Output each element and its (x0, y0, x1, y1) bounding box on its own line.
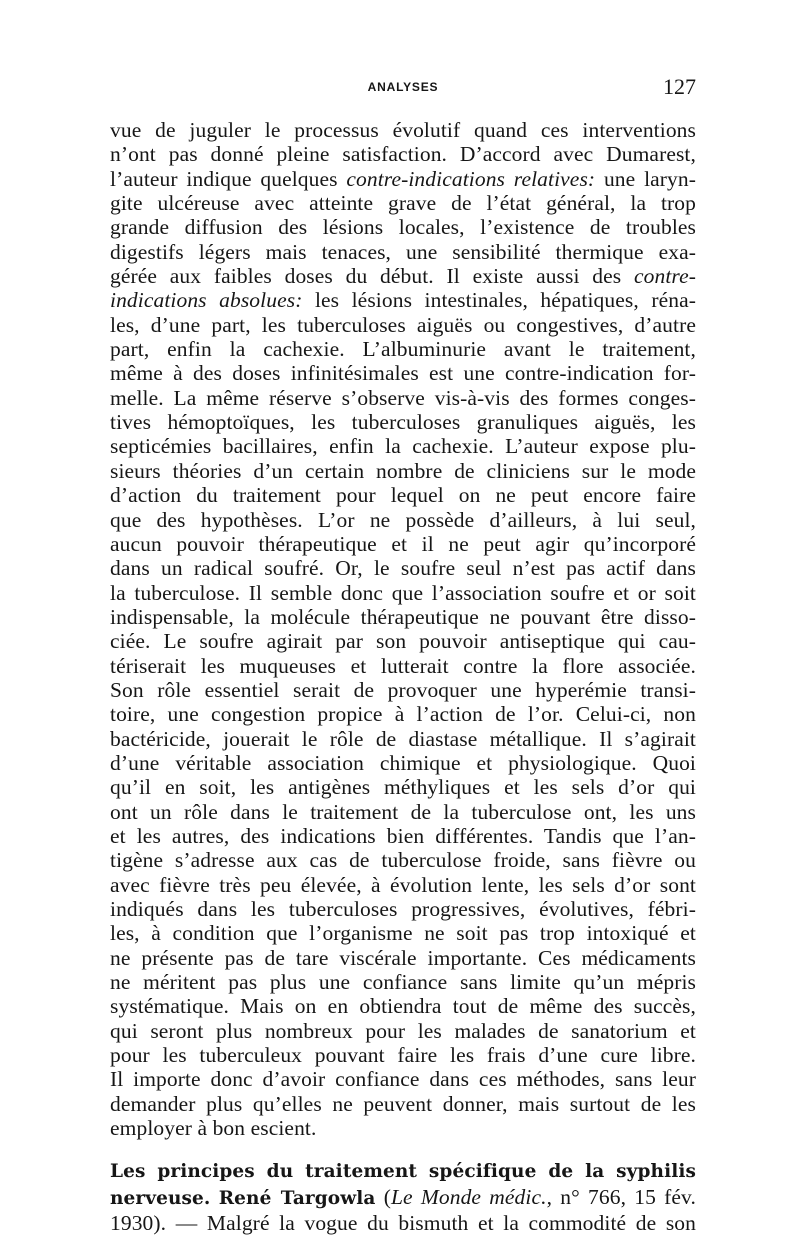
text-line: toire, une congestion propice à l’action de l’or. Celui-ci, non (110, 702, 696, 727)
italic-term: contre-indications relatives: (346, 166, 596, 191)
body-text (110, 118, 696, 1235)
text-line: systématique. Mais on en obtiendra tout de même des succès, (110, 994, 696, 1019)
text-line: Il importe donc d’avoir confiance dans ces méthodes, sans leur (110, 1067, 696, 1092)
text-line: tigène s’adresse aux cas de tuberculose froide, sans fièvre ou (110, 848, 696, 873)
text-line: indispensable, la molécule thérapeutique ne pouvant être disso- (110, 604, 696, 629)
text-line: indications absolues: les lésions intestinales, hépatiques, réna- (110, 288, 696, 313)
text-line: ont un rôle dans le traitement de la tuberculose ont, les uns (110, 799, 696, 824)
text-line: indiqués dans les tuberculoses progressives, évolutives, fébri- (110, 897, 696, 921)
text-line: Son rôle essentiel serait de provoquer une hyperémie transi- (110, 677, 696, 702)
text-line: grande diffusion des lésions locales, l’existence de troubles (110, 215, 696, 240)
article-text-start: — Malgré la vogue du bismuth et la commodité de son (166, 1211, 696, 1235)
text-line: dans un radical soufré. Or, le soufre seul n’est pas actif dans (110, 556, 696, 581)
citation-details: , n° 766, 15 fév. (546, 1184, 696, 1209)
text-line: part, enfin la cachexie. L’albuminurie avant le traitement, (110, 337, 696, 362)
text-line: aucun pouvoir thérapeutique et il ne peut agir qu’incorporé (110, 531, 696, 556)
article-title-line-1 (110, 1158, 696, 1184)
text-line: demander plus qu’elles ne peuvent donner, mais surtout de les (110, 1091, 696, 1116)
paragraph-gold-therapy (110, 118, 696, 1140)
text-line: melle. La même réserve s’observe vis-à-vis des formes conges- (110, 385, 696, 410)
text-line: bactéricide, jouerait le rôle de diastase métallique. Il s’agirait (110, 726, 696, 751)
page-number: 127 (663, 74, 696, 99)
text-line: l’auteur indique quelques contre-indications relatives: une laryn- (110, 166, 696, 191)
article-title-end: nerveuse. (110, 1187, 211, 1209)
article-author: René Targowla (218, 1187, 376, 1209)
text-line: avec fièvre très peu élevée, à évolution lente, les sels d’or sont (110, 872, 696, 897)
text-line: les, d’une part, les tuberculoses aiguës ou congestives, d’autre (110, 312, 696, 337)
text-line: tives hémoptoïques, les tuberculoses granuliques aiguës, les (110, 410, 696, 435)
text-line: les, à condition que l’organisme ne soit pas trop intoxiqué et (110, 921, 696, 946)
text-line: que des hypothèses. L’or ne possède d’ailleurs, à lui seul, (110, 507, 696, 532)
paragraph-syphilis-treatment (110, 1158, 696, 1235)
text-line: même à des doses infinitésimales est une contre-indication for- (110, 361, 696, 386)
text-line: d’une véritable association chimique et physiologique. Quoi (110, 750, 696, 775)
article-text-line-3 (110, 1211, 696, 1235)
text-line: ciée. Le soufre agirait par son pouvoir antiseptique qui cau- (110, 629, 696, 654)
text-line: septicémies bacillaires, enfin la cachexie. L’auteur expose plu- (110, 434, 696, 459)
text-line: qui seront plus nombreux pour les malades de sanatorium et (110, 1018, 696, 1043)
running-head-title: ANALYSES (367, 80, 439, 94)
text-line: ne méritent pas plus une confiance sans limite qu’un mépris (110, 970, 696, 995)
citation-year: 1930). (110, 1211, 167, 1235)
text-line: la tuberculose. Il semble donc que l’association soufre et or soit (110, 580, 696, 605)
text-line: gérée aux faibles doses du début. Il existe aussi des contre- (110, 264, 696, 289)
running-header (110, 76, 696, 100)
text-line: digestifs légers mais tenaces, une sensibilité thermique exa- (110, 239, 696, 264)
text-line: gite ulcéreuse avec atteinte grave de l’état général, la trop (110, 191, 696, 216)
text-line: d’action du traitement pour lequel on ne peut encore faire (110, 483, 696, 508)
text-line: n’ont pas donné pleine satisfaction. D’accord avec Dumarest, (110, 142, 696, 167)
text-line: qu’il en soit, les antigènes méthyliques et les sels d’or qui (110, 775, 696, 800)
article-title-line-2 (110, 1185, 696, 1211)
italic-term: indications absolues: (110, 288, 303, 313)
text-line: sieurs théories d’un certain nombre de cliniciens sur le mode (110, 458, 696, 483)
text-line: et les autres, des indications bien différentes. Tandis que l’an- (110, 823, 696, 848)
text-line: employer à bon escient. (110, 1116, 317, 1141)
citation-open: ( (375, 1184, 391, 1209)
text-line: ne présente pas de tare viscérale importante. Ces médicaments (110, 945, 696, 970)
italic-term: contre- (634, 264, 696, 289)
text-line: vue de juguler le processus évolutif quand ces interventions (110, 118, 696, 142)
text-line: tériserait les muqueuses et lutterait contre la flore associée. (110, 653, 696, 678)
text-line: pour les tuberculeux pouvant faire les frais d’une cure libre. (110, 1043, 696, 1068)
article-title: Les principes du traitement spécifique de la syphilis (110, 1161, 696, 1183)
journal-name: Le Monde médic. (390, 1184, 547, 1209)
